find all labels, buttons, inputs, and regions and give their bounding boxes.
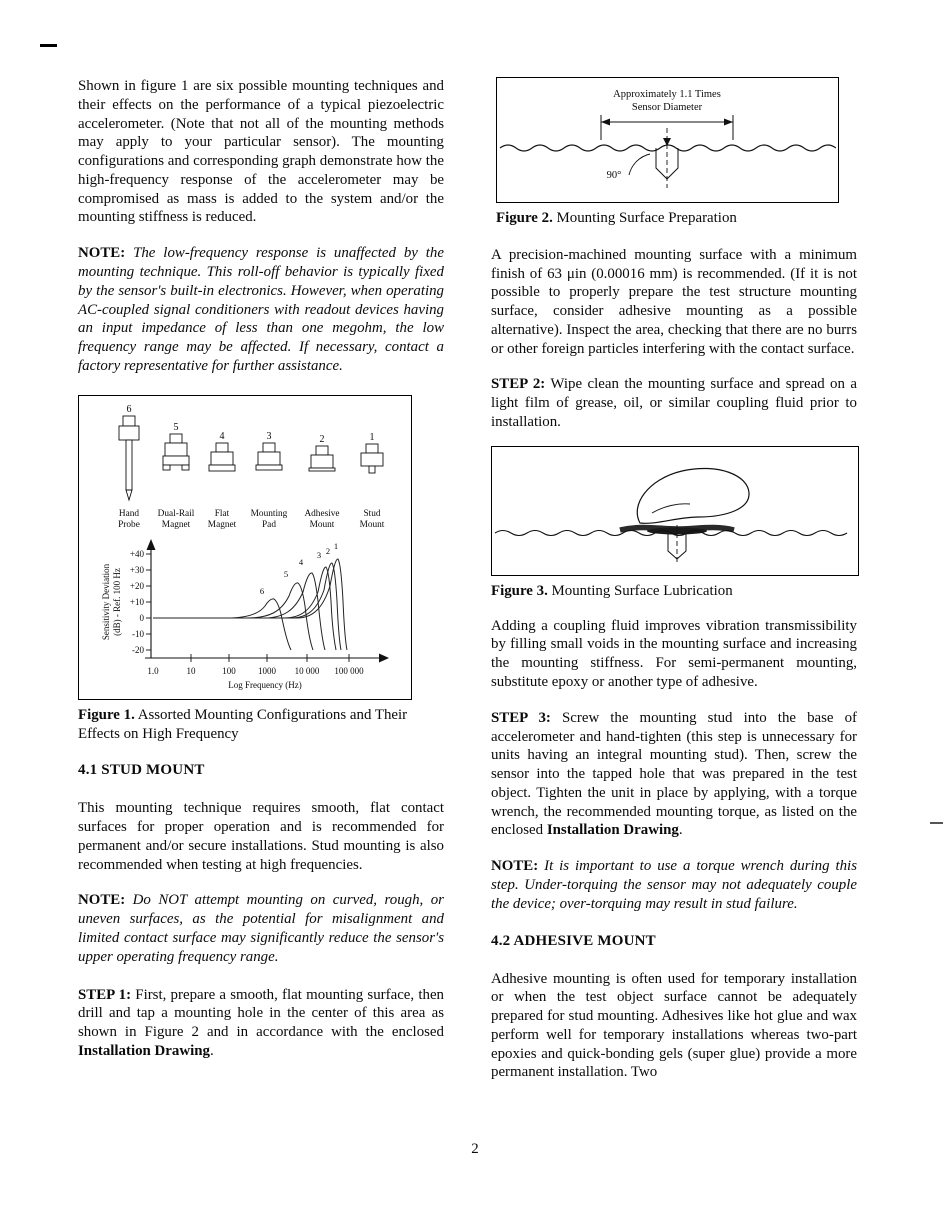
dual-rail-magnet-icon: [163, 434, 189, 470]
icon-number: 2: [319, 433, 325, 445]
curve-label: 3: [316, 549, 322, 560]
icon-number: 3: [266, 430, 272, 442]
icon-number: 4: [219, 430, 225, 442]
adhesive-mount-icon: [309, 446, 335, 471]
left-column: [78, 77, 444, 1099]
icon-label: Magnet: [207, 519, 237, 530]
caption-text: Mounting Surface Lubrication: [547, 582, 733, 599]
response-curves: [153, 556, 347, 650]
figure2-drawing: [497, 78, 836, 202]
step1-text: First, prepare a smooth, flat mounting surface, then drill and tap a mounting hole in the center of this area as shown in Figure 2 and in accordance with the enclosed: [78, 986, 444, 1041]
x-axis-arrow: [379, 653, 389, 662]
step3-period: .: [678, 822, 683, 839]
note-label: NOTE:: [78, 892, 126, 909]
icon-label: Mount: [359, 519, 385, 530]
x-tick-label: 100 000: [334, 665, 364, 676]
step3-installation-drawing-ref: Installation Drawing: [546, 822, 679, 839]
figure2-annotation: Sensor Diameter: [631, 102, 703, 113]
coupling-fluid-paragraph: Adding a coupling fluid improves vibration transmissibility by filling small voids in the mounting surface and increasing the mounting stiffness. For semi-permanent mounting, substitute epoxy or another type of adhesive.: [491, 617, 857, 690]
stud-mount-icon: [361, 444, 383, 473]
step3-text: Screw the mounting stud into the base of accelerometer and hand-tighten (this step is unnecessary for units having an integral mounting stud). Then, screw the sensor into the tapped hole that was prepared in the test object. Tighten the unit in place by applying, with a torque wrench, the recommended mounting torque, as listed on the enclosed: [491, 709, 858, 839]
icon-label: Flat: [214, 508, 230, 519]
x-tick-label: 10 000: [294, 665, 320, 676]
note-torque-wrench: [491, 857, 857, 913]
mounting-pad-icon: [256, 443, 282, 470]
y-tick-label: +30: [129, 564, 144, 575]
caption-label: Figure 2.: [496, 210, 553, 226]
icon-label: Pad: [262, 519, 276, 530]
hand-probe-icon: [119, 416, 139, 500]
y-axis-title: (dB) - Ref. 100 Hz: [112, 567, 122, 636]
adhesive-mount-paragraph: Adhesive mounting is often used for temporary installation or when the test object surface cannot be adequately prepared for stud mounting. Adhesives like hot glue and wax perform well for temporary installations whereas two-part epoxies and quick-bonding gels (super glue) provide a more permanent installation. Two: [491, 970, 857, 1081]
figure3-caption: [491, 582, 857, 601]
scan-artifact: [40, 44, 57, 47]
right-column: [491, 77, 857, 1099]
curve-label: 4: [298, 556, 304, 567]
step2-paragraph: [491, 375, 857, 431]
figure3-drawing: [492, 447, 856, 575]
graph-axes: [145, 547, 380, 658]
surface-line: [500, 145, 836, 151]
x-tick-label: 100: [222, 665, 236, 676]
dimension-arrowhead-right: [724, 119, 733, 126]
caption-label: Figure 1.: [78, 706, 135, 723]
step2-label: STEP 2:: [491, 376, 546, 393]
icon-label: Mounting: [250, 508, 288, 519]
icon-label: Magnet: [161, 519, 191, 530]
page-number: 2: [471, 1141, 479, 1157]
icon-number: 1: [369, 431, 375, 443]
icon-label: Mount: [309, 519, 335, 530]
figure3: [491, 446, 859, 576]
figure1-drawing: [79, 396, 409, 699]
note-text: The low-frequency response is unaffected by the mounting technique. This roll-off behavior is typically fixed by the sensor's built-in electronics. However, when operating AC-coupled signal conditioners with readout devices having an input impedance of less than one megohm, the low frequency range may be affected. If necessary, contact a factory representative for further assistance.: [78, 245, 444, 374]
icon-label: Adhesive: [304, 508, 340, 519]
icon-label: Probe: [118, 519, 140, 530]
step3-paragraph: [491, 709, 857, 840]
step2-text: Wipe clean the mounting surface and spread on a light film of grease, oil, or similar coupling fluid prior to installation.: [491, 376, 857, 431]
curve-label: 1: [333, 540, 339, 551]
x-tick-label: 1000: [258, 665, 276, 676]
note-text: It is important to use a torque wrench during this step. Under-torquing the sensor may not adequately couple the device; over-torquing may result in stud failure.: [491, 858, 857, 912]
note-label: NOTE:: [78, 245, 126, 262]
step1-label: STEP 1:: [78, 986, 132, 1003]
caption-text: Assorted Mounting Configurations and Their Effects on High Frequency: [78, 706, 408, 742]
curve-label: 5: [283, 568, 289, 579]
note-label: NOTE:: [491, 858, 539, 875]
y-tick-label: 0: [139, 612, 144, 623]
stud-mount-paragraph: This mounting technique requires smooth, flat contact surfaces for proper operation and is recommended for permanent and/or secure installations. Stud mounting is also recommended when testing at high frequencies.: [78, 800, 444, 873]
icon-label: Dual-Rail: [157, 508, 195, 519]
note-low-frequency: [78, 244, 444, 375]
curve-label: 2: [325, 545, 331, 556]
step1-paragraph: [78, 986, 444, 1061]
dimension-arrowhead-left: [601, 119, 610, 126]
figure2-annotation: Approximately 1.1 Times: [613, 89, 721, 100]
step1-period: .: [209, 1042, 214, 1059]
section-4-2-heading: 4.2 ADHESIVE MOUNT: [491, 932, 656, 949]
y-tick-label: +10: [129, 596, 144, 607]
y-tick-label: -20: [132, 644, 144, 655]
icon-number: 6: [126, 403, 132, 415]
scan-artifact: [930, 822, 943, 824]
step1-installation-drawing-ref: Installation Drawing: [78, 1042, 210, 1059]
y-tick-label: -10: [132, 628, 144, 639]
note-text: Do NOT attempt mounting on curved, rough, or uneven surfaces, as the potential for misalignment and limited contact surface may significantly reduce the sensor's upper operating frequency range.: [78, 892, 444, 965]
two-column-layout: [78, 77, 857, 1099]
y-tick-label: +40: [129, 548, 144, 559]
flat-magnet-icon: [209, 443, 235, 471]
y-tick-label: +20: [129, 580, 144, 591]
figure2: [496, 77, 839, 203]
note-curved-surfaces: [78, 891, 444, 966]
x-axis-title: Log Frequency (Hz): [228, 679, 302, 690]
angle-label: 90°: [606, 170, 622, 181]
angle-arc: [629, 154, 650, 175]
figure1: [78, 395, 412, 700]
y-axis-title: Sensitivity Deviation: [101, 563, 111, 640]
y-axis-arrow: [147, 539, 156, 550]
curve-label: 6: [259, 585, 265, 596]
intro-paragraph: Shown in figure 1 are six possible mounting techniques and their effects on the performance of a typical piezoelectric accelerometer. (Note that not all of the mounting methods may apply to your particular sensor). The mounting configurations and corresponding graph demonstrate how the high-frequency response of the accelerometer may be compromised as mass is added to the system and/or the mounting stiffness is reduced.: [78, 78, 444, 226]
x-tick-label: 1.0: [147, 665, 159, 676]
icon-label: Stud: [363, 508, 381, 519]
step3-label: STEP 3:: [491, 709, 551, 726]
caption-text: Mounting Surface Preparation: [552, 210, 737, 226]
applicator-blob: [637, 468, 749, 523]
section-4-1-heading: 4.1 STUD MOUNT: [78, 762, 205, 779]
figure2-caption: [496, 209, 857, 228]
figure1-caption: [78, 706, 444, 744]
icon-number: 5: [173, 421, 179, 433]
icon-label: Hand: [118, 508, 140, 519]
surface-finish-paragraph: A precision-machined mounting surface with a minimum finish of 63 μin (0.00016 mm) is recommended. (If it is not possible to properly prepare the test structure mounting surface, consider adhesive mounting as a possible alternative). Inspect the area, checking that there are no burrs or other foreign particles interfering with the contact surface.: [491, 246, 857, 357]
caption-label: Figure 3.: [491, 582, 548, 599]
x-tick-label: 10: [186, 665, 196, 676]
